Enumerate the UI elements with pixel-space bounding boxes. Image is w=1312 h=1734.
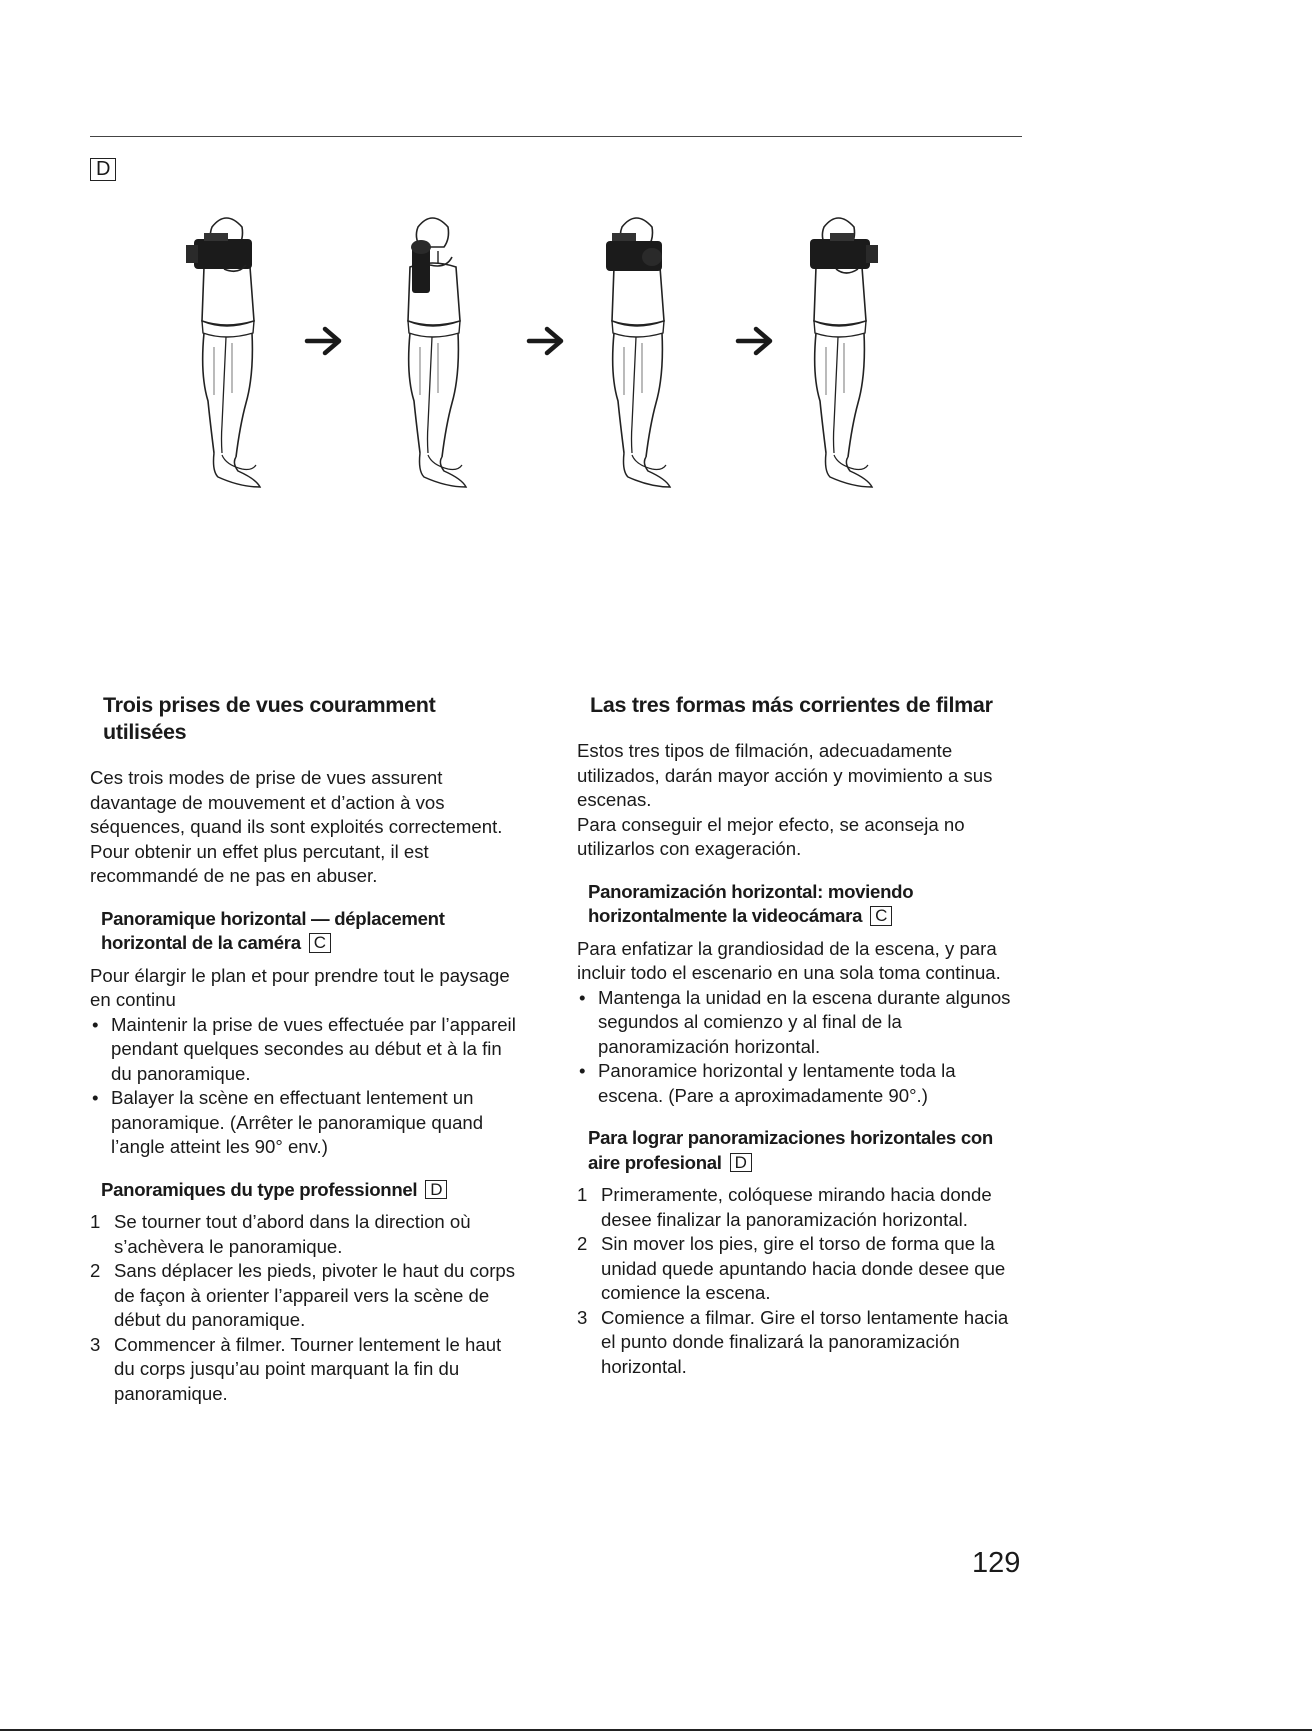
es-intro-2: Para conseguir el mejor efecto, se aconseja no utilizarlos con exageración. [577, 813, 965, 859]
fr-intro-1: Ces trois modes de prise de vues assurent davantage de mouvement et d’action à vos séquences, quand ils sont exploités correctement. [90, 767, 503, 837]
es-title: Las tres formas más corrientes de filmar [590, 693, 993, 717]
step-number: 1 [90, 1211, 101, 1232]
fr-section1-heading [101, 907, 520, 956]
step-number: 1 [577, 1184, 588, 1205]
camerawoman-figure-3 [606, 218, 670, 487]
bullet-item: • Mantenga la unidad en la escena durante algunos segundos al comienzo y al final de la panoramización horizontal. [577, 986, 1017, 1060]
step-item [90, 1259, 520, 1333]
step-text: Sans déplacer les pieds, pivoter le haut du corps de façon à orienter l’appareil vers la scène de début du panoramique. [114, 1260, 516, 1330]
bullet-item: • Panoramice horizontal y lentamente toda la escena. (Pare a aproximadamente 90°.) [577, 1059, 1017, 1108]
fr-section2-title: Panoramiques du type professionnel [101, 1178, 418, 1200]
step-text: Primeramente, colóquese mirando hacia donde desee finalizar la panoramización horizontal. [601, 1184, 992, 1230]
es-section1-title: Panoramización horizontal: moviendo horizontalmente la videocámara [588, 880, 914, 926]
spanish-column [577, 692, 1017, 1379]
top-rule [90, 136, 1022, 137]
step-text: Commencer à filmer. Tourner lentement le haut du corps jusqu’au point marquant la fin du panoramique. [114, 1333, 502, 1404]
es-section2-title: Para lograr panoramizaciones horizontales con aire profesional [588, 1127, 993, 1173]
bottom-rule [0, 1729, 1312, 1731]
es-section1-heading [588, 880, 1017, 929]
arrow-2 [529, 329, 561, 353]
fr-section1-badge: C [309, 933, 331, 953]
es-section2-badge: D [730, 1153, 752, 1173]
es-section1-bullets [577, 986, 1017, 1109]
fr-section2-heading [101, 1178, 520, 1203]
fr-section1-intro: Pour élargir le plan et pour prendre tout le paysage en continu [90, 964, 510, 1010]
french-column [90, 692, 520, 1406]
es-section1-badge: C [870, 906, 892, 926]
step-item [577, 1183, 1017, 1232]
step-text: Comience a filmar. Gire el torso lentamente hacia el punto donde finalizará la panoramización horizontal. [601, 1306, 1009, 1377]
step-text: Se tourner tout d’abord dans la direction où s’achèvera le panoramique. [114, 1211, 471, 1257]
fr-section1-title: Panoramique horizontal — déplacement horizontal de la caméra [101, 907, 445, 953]
fr-section1-bullets [90, 1013, 520, 1160]
step-item [577, 1232, 1017, 1306]
arrow-3 [738, 329, 770, 353]
step-item [90, 1333, 520, 1407]
camerawoman-figure-2 [408, 218, 466, 487]
step-number: 3 [90, 1333, 101, 1355]
bullet-item: • Maintenir la prise de vues effectuée par l’appareil pendant quelques secondes au début et à la fin du panoramique. [90, 1013, 520, 1087]
fr-title: Trois prises de vues couramment utilisées [103, 693, 436, 744]
camerawoman-figure-1 [186, 218, 260, 487]
es-section1-intro: Para enfatizar la grandiosidad de la escena, y para incluir todo el escenario en una sola toma continua. [577, 937, 1001, 983]
step-number: 3 [577, 1306, 588, 1328]
panning-illustration [0, 205, 1312, 525]
es-intro-1: Estos tres tipos de filmación, adecuadamente utilizados, darán mayor acción y movimiento a sus escenas. [577, 740, 993, 810]
page-number: 129 [972, 1547, 1021, 1579]
es-section2-heading [588, 1126, 1017, 1175]
fr-section2-badge: D [425, 1180, 447, 1200]
arrow-1 [307, 329, 339, 353]
camerawoman-figure-4 [810, 218, 878, 487]
fr-section2-steps [90, 1210, 520, 1406]
step-number: 2 [90, 1260, 101, 1281]
figure-label: D [90, 158, 116, 181]
bullet-item: • Balayer la scène en effectuant lentement un panoramique. (Arrêter le panoramique quand l’angle atteint les 90° env.) [90, 1086, 520, 1160]
fr-intro-2: Pour obtenir un effet plus percutant, il est recommandé de ne pas en abuser. [90, 840, 429, 886]
step-item [90, 1210, 520, 1259]
es-section2-steps [577, 1183, 1017, 1379]
step-item [577, 1306, 1017, 1380]
step-number: 2 [577, 1233, 588, 1254]
step-text: Sin mover los pies, gire el torso de forma que la unidad quede apuntando hacia donde desee que comience la escena. [601, 1233, 1006, 1303]
